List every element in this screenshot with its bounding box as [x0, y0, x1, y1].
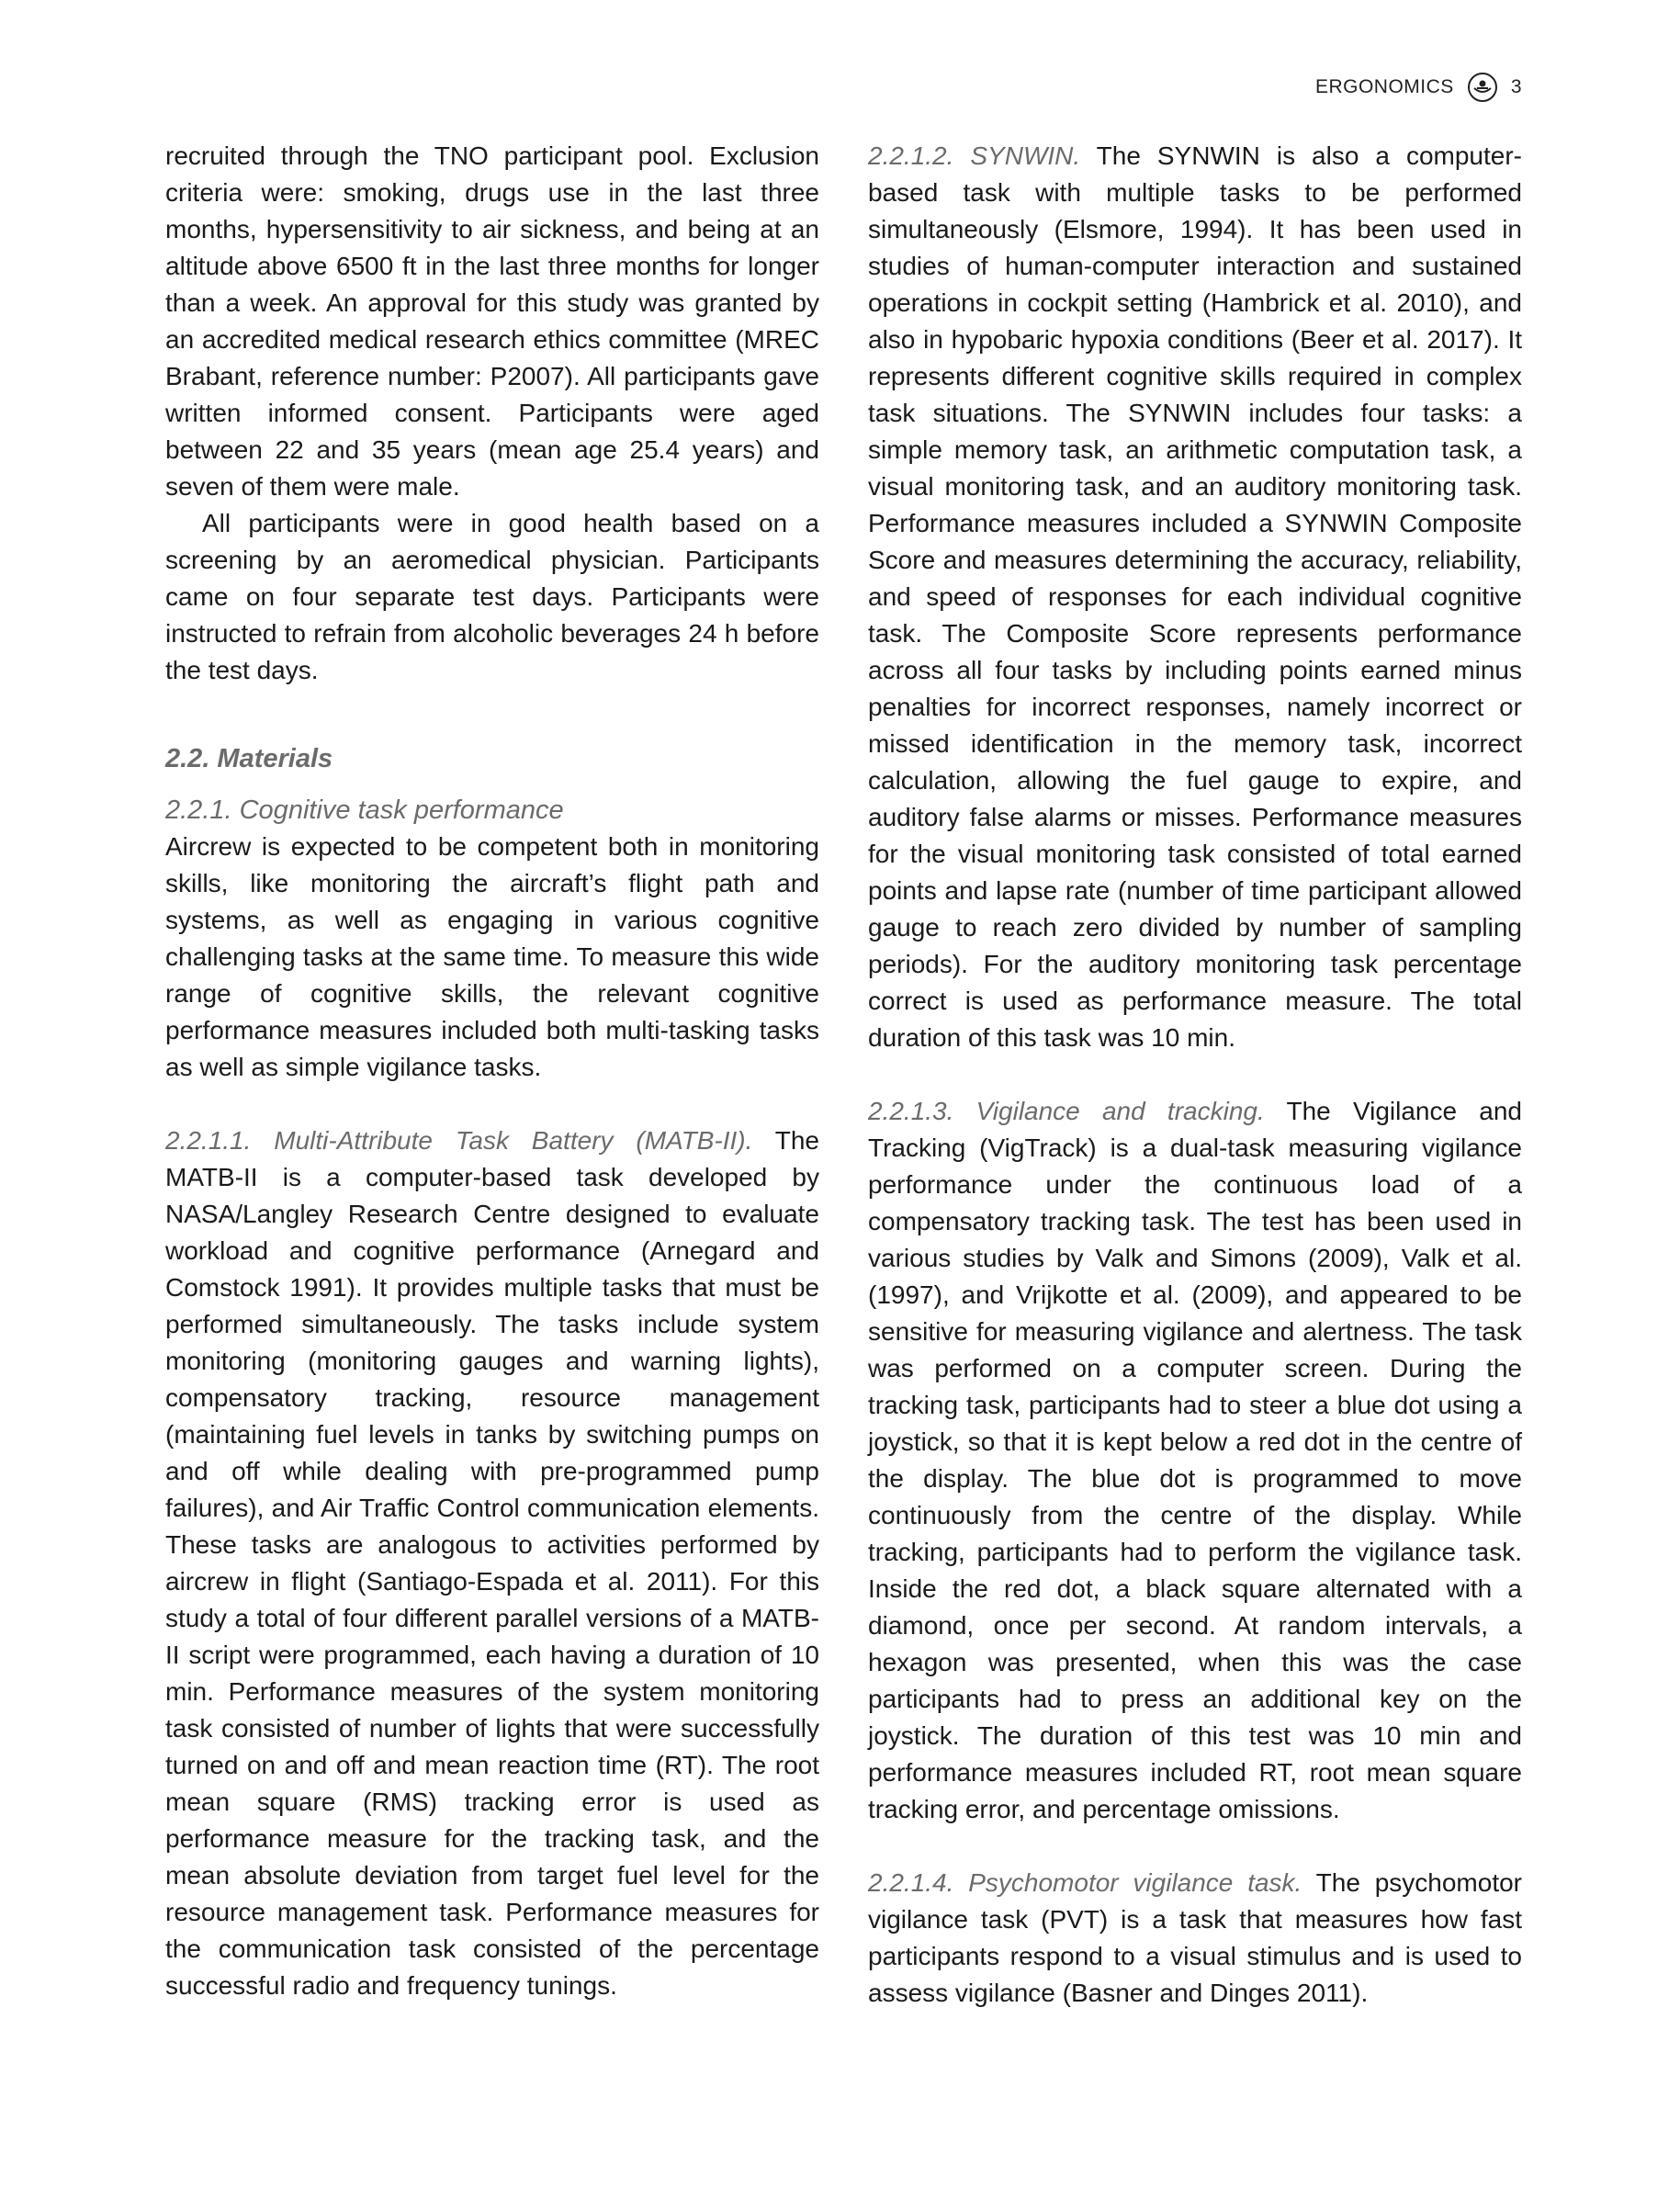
journal-name: ERGONOMICS	[1314, 76, 1454, 97]
runin-heading-vigilance: 2.2.1.3. Vigilance and tracking.	[868, 1097, 1265, 1125]
paragraph-matb-text: The MATB-II is a computer-based task developed by NASA/Langley Research Centre designed to evaluate workload and cognitive performance (Arnegard and Comstock 1991). It provides multiple tasks that must be performed simultaneously. The tasks include system monitoring (monitoring gauges and warning lights), compensatory tracking, resource management (maintaining fuel levels in tanks by switching pumps on and off while dealing with pre-programmed pump failures), and Air Traffic Control communication elements. These tasks are analogous to activities performed by aircrew in flight (Santiago-Espada et al. 2011). For this study a total of four different parallel versions of a MATB-II script were programmed, each having a duration of 10 min. Performance measures of the system monitoring task consisted of number of lights that were successfully turned on and off and mean reaction time (RT). The root mean square (RMS) tracking error is used as performance measure for the tracking task, and the mean absolute deviation from target fuel level for the resource management task. Performance measures for the communication task consisted of the percentage successful radio and frequency tunings.	[165, 1126, 819, 2000]
running-header	[1315, 72, 1522, 103]
left-column	[165, 138, 819, 2004]
runin-heading-matb: 2.2.1.1. Multi-Attribute Task Battery (MATB-II).	[165, 1126, 753, 1155]
paragraph-pvt	[868, 1865, 1522, 2012]
journal-logo-icon	[1467, 72, 1498, 103]
paragraph-pvt-text: The psychomotor vigilance task (PVT) is a task that measures how fast participants respond to a visual stimulus and is used to assess vigilance (Basner and Dinges 2011).	[868, 1868, 1523, 2007]
subsection-heading-cognitive: 2.2.1. Cognitive task performance	[165, 795, 564, 825]
page-number: 3	[1510, 76, 1522, 97]
paragraph-matb	[165, 1122, 819, 2004]
paragraph-synwin-text: The SYNWIN is also a computer-based task with multiple tasks to be performed simultaneously (Elsmore, 1994). It has been used in studies of human-computer interaction and sustained operations in cockpit setting (Hambrick et al. 2010), and also in hypobaric hypoxia conditions (Beer et al. 2017). It represents different cognitive skills required in complex task situations. The SYNWIN includes four tasks: a simple memory task, an arithmetic computation task, a visual monitoring task, and an auditory monitoring task. Performance measures included a SYNWIN Composite Score and measures determining the accuracy, reliability, and speed of responses for each individual cognitive task. The Composite Score represents performance across all four tasks by including points earned minus penalties for incorrect responses, namely incorrect or missed identification in the memory task, incorrect calculation, allowing the fuel gauge to expire, and auditory false alarms or misses. Performance measures for the visual monitoring task consisted of total earned points and lapse rate (number of time participant allowed gauge to reach zero divided by number of sampling periods). For the auditory monitoring task percentage correct is used as performance measure. The total duration of this task was 10 min.	[868, 141, 1522, 1052]
paragraph-synwin	[868, 138, 1522, 1056]
paragraph-vigilance-text: The Vigilance and Tracking (VigTrack) is a dual-task measuring vigilance performance under the continuous load of a compensatory tracking task. The test has been used in various studies by Valk and Simons (2009), Valk et al. (1997), and Vrijkotte et al. (2009), and appeared to be sensitive for measuring vigilance and alertness. The task was performed on a computer screen. During the tracking task, participants had to steer a blue dot using a joystick, so that it is kept below a red dot in the centre of the display. The blue dot is programmed to move continuously from the centre of the display. While tracking, participants had to perform the vigilance task. Inside the red dot, a black square alternated with a diamond, once per second. At random intervals, a hexagon was presented, when this was the case participants had to press an additional key on the joystick. The duration of this test was 10 min and performance measures included RT, root mean square tracking error, and percentage omissions.	[868, 1097, 1523, 1823]
paragraph-vigilance	[868, 1093, 1522, 1828]
right-column	[868, 138, 1522, 2012]
paragraph-participants: recruited through the TNO participant pool. Exclusion criteria were: smoking, drugs use in the last three months, hypersensitivity to air sickness, and being at an altitude above 6500 ft in the last three months for longer than a week. An approval for this study was granted by an accredited medical research ethics committee (MREC Brabant, reference number: P2007). All participants gave written informed consent. Participants were aged between 22 and 35 years (mean age 25.4 years) and seven of them were male.	[165, 141, 819, 501]
paragraph-health: All participants were in good health based on a screening by an aeromedical physician. Participants came on four separate test days. Participants were instructed to refrain from alcoholic beverages 24 h before the test days.	[165, 509, 819, 684]
runin-heading-pvt: 2.2.1.4. Psychomotor vigilance task.	[868, 1868, 1302, 1897]
section-heading-materials: 2.2. Materials	[165, 744, 333, 773]
runin-heading-synwin: 2.2.1.2. SYNWIN.	[868, 141, 1081, 170]
paragraph-cognitive: Aircrew is expected to be competent both in monitoring skills, like monitoring the aircraft’s flight path and systems, as well as engaging in various cognitive challenging tasks at the same time. To measure this wide range of cognitive skills, the relevant cognitive performance measures included both multi-tasking tasks as well as simple vigilance tasks.	[165, 832, 819, 1081]
